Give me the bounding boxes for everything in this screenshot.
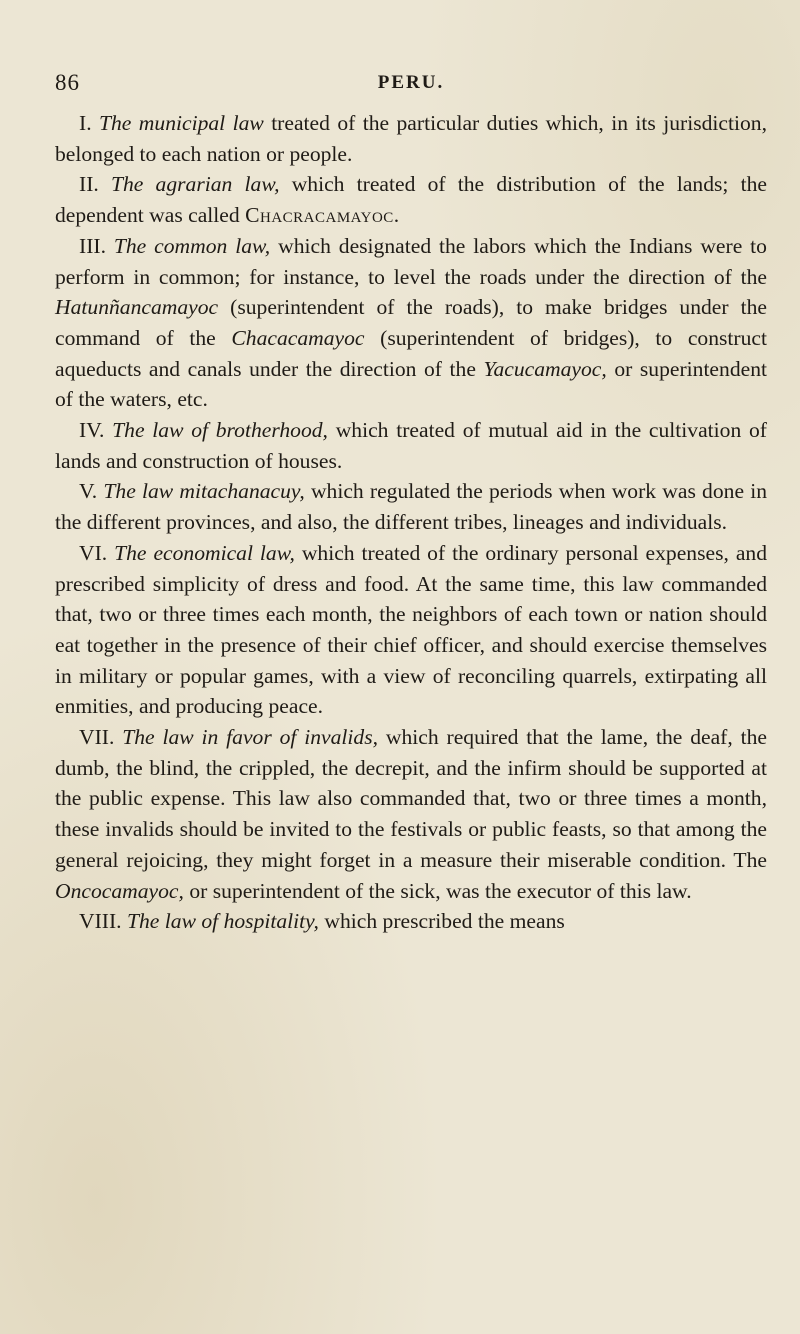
paragraph-brotherhood-law bbox=[55, 415, 767, 476]
paragraph-municipal-law bbox=[55, 108, 767, 169]
paragraph-economical-law bbox=[55, 538, 767, 722]
paragraph-text: or superintendent of the sick, was the executor of this law. bbox=[189, 878, 692, 903]
section-numeral: VIII. bbox=[79, 909, 122, 934]
term-smallcaps: Chacracamayoc. bbox=[245, 203, 400, 228]
law-title: The law of brotherhood, bbox=[112, 418, 328, 443]
paragraph-text: or superintendent of the waters, etc. bbox=[55, 356, 767, 412]
running-head: PERU. bbox=[377, 72, 445, 93]
paragraph-text: which treated of the ordinary personal expenses, and prescribed simplicity of dress and food. At the same time, this law commanded that, two or three times each month, the neighbors of each town or nation should eat together in the presence of their chief officer, and should exercise themselves in military or popular games, with a view of reconciling quarrels, extirpating all enmities, and producing peace. bbox=[55, 540, 767, 719]
paragraph-agrarian-law bbox=[55, 169, 767, 230]
law-title: The common law, bbox=[113, 233, 271, 258]
paragraph-text: which treated of mutual aid in the cultivation of lands and construction of houses. bbox=[55, 418, 768, 473]
section-numeral: IV. bbox=[79, 418, 105, 443]
paragraph-text: which treated of the distribution of the lands; the dependent was called bbox=[55, 172, 767, 228]
law-title: The economical law, bbox=[114, 540, 295, 565]
paragraph-hospitality-law bbox=[55, 906, 767, 937]
section-numeral: II. bbox=[79, 172, 99, 197]
paragraph-invalids-law bbox=[55, 722, 767, 906]
paragraph-text: which prescribed the means bbox=[324, 909, 565, 934]
paragraph-text: which regulated the periods when work was done in the different provinces, and also, the different tribes, lineages and individuals. bbox=[55, 479, 768, 535]
paragraph-text: which required that the lame, the deaf, the dumb, the blind, the crippled, the decrepit, and the infirm should be supported at the public expense. This law also commanded that, two or three times a month, these invalids should be invited to the festivals or public feasts, so that among the general rejoicing, they might forget in a measure their miserable condition. The bbox=[55, 725, 767, 872]
italic-term: Yacucamayoc, bbox=[483, 356, 607, 381]
italic-term: Oncocamayoc, bbox=[55, 878, 184, 903]
paragraph-text: (superintendent of bridges), to construct aqueducts and canals under the direction of the bbox=[55, 325, 767, 381]
law-title: The agrarian law, bbox=[110, 172, 280, 197]
law-title: The municipal law bbox=[99, 111, 264, 135]
page-content bbox=[55, 70, 767, 937]
section-numeral: V. bbox=[79, 479, 98, 504]
page-number: 86 bbox=[55, 70, 80, 95]
section-numeral: III. bbox=[79, 233, 106, 258]
italic-term: Chacacamayoc bbox=[231, 325, 365, 350]
section-numeral: VI. bbox=[79, 540, 108, 565]
paragraph-mitachanacuy-law bbox=[55, 476, 767, 537]
paragraph-text: which designated the labors which the Indians were to perform in common; for instance, to level the roads under the direction of the bbox=[55, 233, 767, 289]
paragraph-text: treated of the particular duties which, in its jurisdiction, belonged to each nation or people. bbox=[55, 111, 767, 166]
italic-term: Hatunñancamayoc bbox=[55, 295, 219, 320]
page-body bbox=[55, 108, 767, 937]
paragraph-text: (superintendent of the roads), to make bridges under the command of the bbox=[55, 295, 767, 350]
section-numeral: VII. bbox=[79, 725, 115, 750]
law-title: The law mitachanacuy, bbox=[103, 479, 305, 504]
page-header bbox=[55, 70, 767, 104]
paragraph-common-law bbox=[55, 231, 767, 415]
law-title: The law of hospitality, bbox=[126, 909, 319, 934]
section-numeral: I. bbox=[79, 111, 92, 135]
law-title: The law in favor of invalids, bbox=[122, 725, 379, 750]
